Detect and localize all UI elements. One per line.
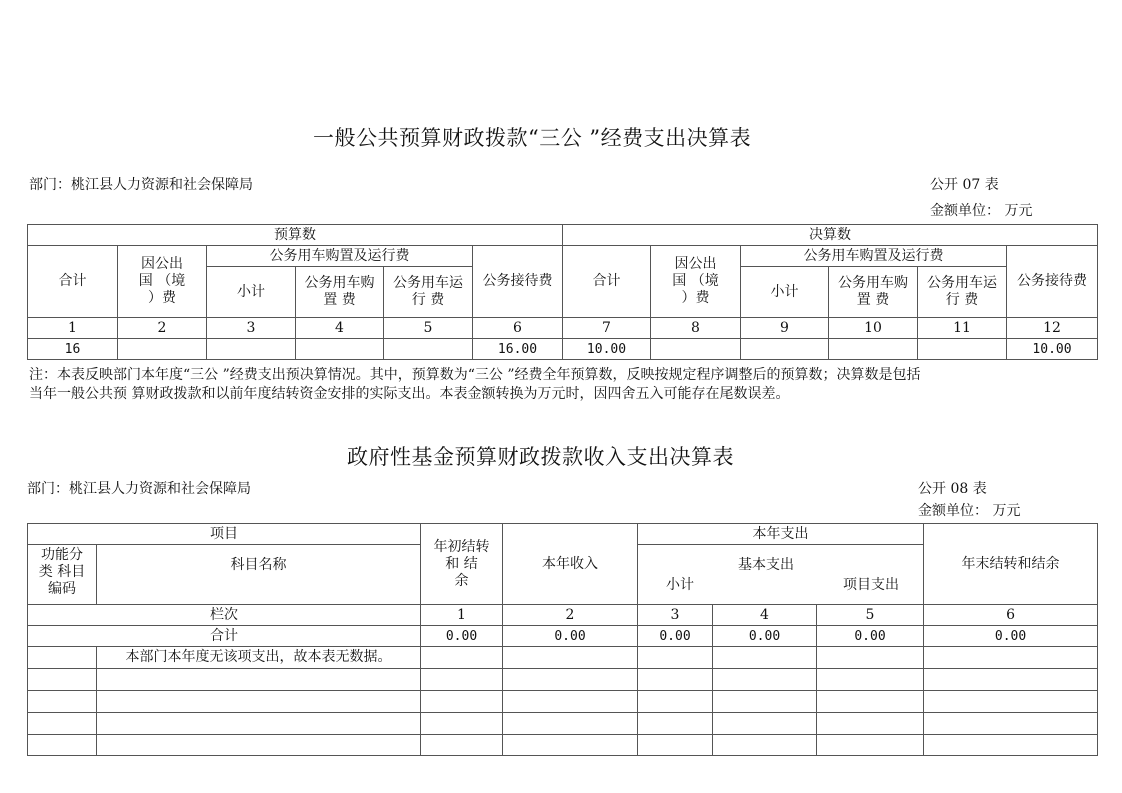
table07-code: 公开 07 表 [930,177,999,193]
col-number: 11 [918,318,1007,339]
col-number: 12 [1007,318,1098,339]
table07-unit: 金额单位： 万元 [930,203,1033,219]
budget-col-total: 合计 [28,246,118,318]
budget-total-value: 16 [28,339,118,360]
table08-lanci-row [28,605,1098,626]
table08-unit: 金额单位： 万元 [918,503,1021,519]
row-lanci-label: 栏次 [28,605,421,626]
budget-car-header: 公务用车购置及运行费 [207,246,473,267]
col-number: 3 [207,318,296,339]
final-col-subtotal: 小计 [741,267,829,318]
total-value: 0.00 [503,626,638,647]
col-number: 6 [924,605,1098,626]
budget-col-car-run: 公务用车运 行 费 [384,267,473,318]
table07-column-numbers [28,318,1098,339]
budget-col-reception: 公务接待费 [473,246,563,318]
final-col-car-buy: 公务用车购 置 费 [829,267,918,318]
col-carry-begin: 年初结转 和 结 余 [421,524,503,605]
table08-title: 政府性基金预算财政拨款收入支出决算表 [347,445,734,469]
total-value: 0.00 [713,626,817,647]
budget-col-abroad: 因公出 国 （境 ）费 [118,246,207,318]
table-row [28,647,1098,669]
col-item-header: 项目 [28,524,421,545]
table07-department: 部门：桃江县人力资源和社会保障局 [29,177,253,193]
budget-col-subtotal: 小计 [207,267,296,318]
table07-note-line2: 当年一般公共预 算财政拨款和以前年度结转资金安排的实际支出。本表金额转换为万元时，因四舍五入可能存在尾数误差。 [29,386,790,402]
col-number: 8 [651,318,741,339]
budget-reception-value: 16.00 [473,339,563,360]
table07-data-row [28,339,1098,360]
table-row [28,691,1098,713]
col-number: 7 [563,318,651,339]
table-row [28,669,1098,691]
budget-col-car-buy: 公务用车购 置 费 [296,267,384,318]
final-reception-value: 10.00 [1007,339,1098,360]
col-number: 2 [118,318,207,339]
col-number: 5 [817,605,924,626]
col-number: 1 [421,605,503,626]
col-expense-header: 本年支出 [638,524,924,545]
col-number: 1 [28,318,118,339]
total-value: 0.00 [924,626,1098,647]
final-car-header: 公务用车购置及运行费 [741,246,1007,267]
total-value: 0.00 [638,626,713,647]
final-col-abroad: 因公出 国 （境 ）费 [651,246,741,318]
table08-grid [27,523,1098,756]
final-header: 决算数 [563,225,1098,246]
col-number: 4 [713,605,817,626]
col-expense-sub [638,545,924,605]
col-number: 5 [384,318,473,339]
col-number: 9 [741,318,829,339]
budget-header: 预算数 [28,225,563,246]
final-col-car-run: 公务用车运 行 费 [918,267,1007,318]
table-row [28,735,1098,756]
final-total-value: 10.00 [563,339,651,360]
table-row [28,713,1098,735]
col-number: 2 [503,605,638,626]
col-subject-name: 科目名称 [97,545,421,605]
col-expense-subtotal: 小计 [666,577,694,593]
table08-department: 部门：桃江县人力资源和社会保障局 [27,481,251,497]
total-value: 0.00 [817,626,924,647]
col-function-code: 功能分 类 科目 编码 [28,545,97,605]
no-data-note: 本部门本年度无该项支出，故本表无数据。 [97,647,421,669]
row-total-label: 合计 [28,626,421,647]
table08-code: 公开 08 表 [918,481,987,497]
col-expense-project: 项目支出 [843,577,899,593]
final-col-reception: 公务接待费 [1007,246,1098,318]
col-carry-end: 年末结转和结余 [924,524,1098,605]
col-number: 3 [638,605,713,626]
table07-grid [27,224,1098,360]
final-col-total: 合计 [563,246,651,318]
col-number: 10 [829,318,918,339]
col-number: 6 [473,318,563,339]
table07-note-line1: 注：本表反映部门本年度“三公 ”经费支出预决算情况。其中，预算数为“三公 ”经费全年预算数，反映按规定程序调整后的预算数；决算数是包括 [29,367,921,383]
col-income: 本年收入 [503,524,638,605]
total-value: 0.00 [421,626,503,647]
table07-title: 一般公共预算财政拨款“三公 ”经费支出决算表 [313,126,752,150]
table08-total-row [28,626,1098,647]
col-expense-basic: 基本支出 [738,557,794,573]
col-number: 4 [296,318,384,339]
